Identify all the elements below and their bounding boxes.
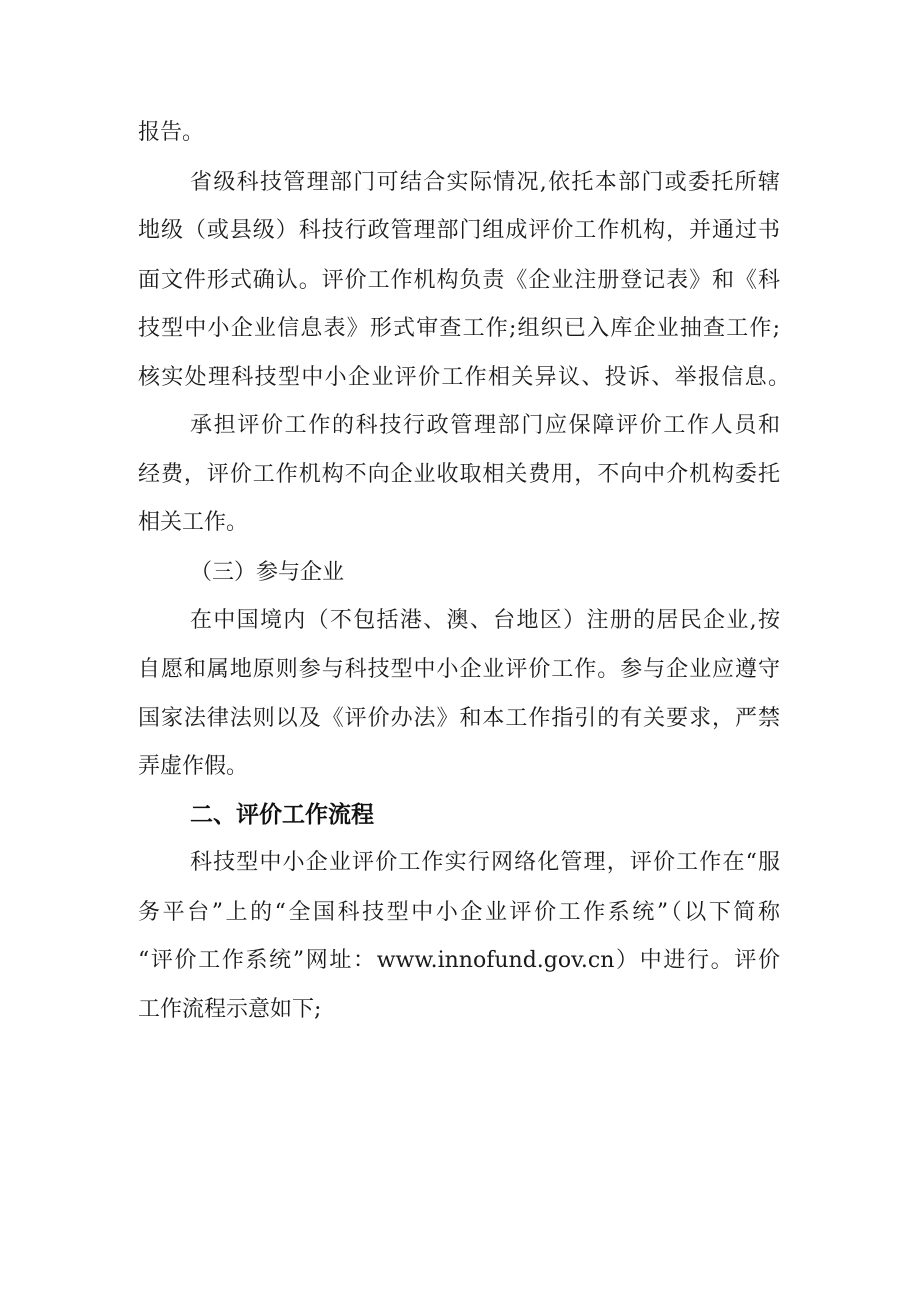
text-line: 核实处理科技型中小企业评价工作相关异议、投诉、举报信息。 bbox=[138, 365, 790, 390]
text-line: “评价工作系统”网址：www.innofund.gov.cn）中进行。评价 bbox=[138, 948, 780, 973]
text-line: 经费，评价工作机构不向企业收取相关费用，不向中介机构委托 bbox=[138, 462, 780, 487]
text-line: 务平台”上的“全国科技型中小企业评价工作系统”（以下简称 bbox=[138, 900, 780, 925]
text-line: 科技型中小企业评价工作实行网络化管理，评价工作在“服 bbox=[190, 850, 780, 875]
text-line: 面文件形式确认。评价工作机构负责《企业注册登记表》和《科 bbox=[138, 268, 780, 293]
section-subheading: （三）参与企业 bbox=[190, 560, 345, 585]
text-line: 报告。 bbox=[138, 120, 205, 145]
text-line: 自愿和属地原则参与科技型中小企业评价工作。参与企业应遵守 bbox=[138, 657, 780, 682]
text-line: 国家法律法则以及《评价办法》和本工作指引的有关要求，严禁 bbox=[138, 706, 780, 731]
text-line: 工作流程示意如下; bbox=[138, 997, 322, 1022]
section-heading: 二、评价工作流程 bbox=[190, 802, 374, 828]
text-line: 省级科技管理部门可结合实际情况,依托本部门或委托所辖 bbox=[190, 170, 780, 195]
text-line: 技型中小企业信息表》形式审查工作;组织已入库企业抽查工作; bbox=[138, 316, 780, 341]
text-line: 承担评价工作的科技行政管理部门应保障评价工作人员和 bbox=[190, 413, 780, 438]
text-line: 在中国境内（不包括港、澳、台地区）注册的居民企业,按 bbox=[190, 608, 780, 633]
text-line: 弄虚作假。 bbox=[138, 754, 249, 779]
text-line: 地级（或县级）科技行政管理部门组成评价工作机构，并通过书 bbox=[138, 218, 780, 243]
text-line: 相关工作。 bbox=[138, 510, 249, 535]
